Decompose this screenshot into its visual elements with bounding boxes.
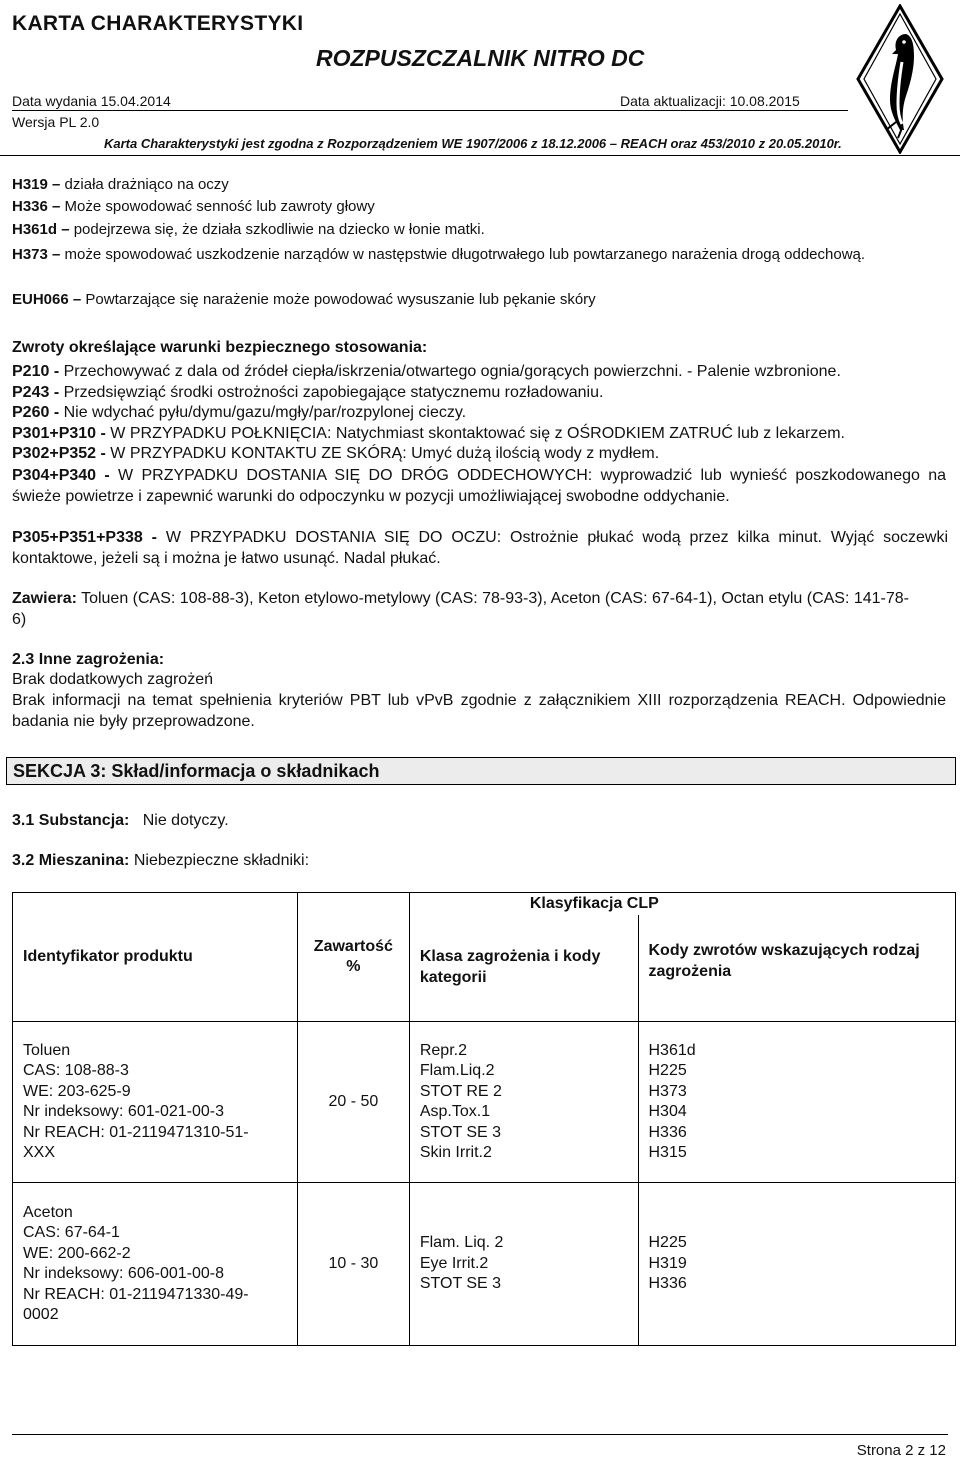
hazard-code: H336 — [12, 198, 48, 215]
row-codes: H361d H225 H373 H304 H336 H315 — [638, 1022, 956, 1183]
p-text: W PRZYPADKU POŁKNIĘCIA: Natychmiast skontaktować się z OŚRODKIEM ZATRUĆ lub z lekarzem. — [105, 425, 845, 442]
header-clp: Klasyfikacja CLP — [409, 893, 955, 915]
p-text: Przechowywać z dala od źródeł ciepła/iskrzenia/otwartego ognia/gorących powierzchni. - Palenie wzbronione. — [59, 363, 841, 380]
header-codes: Kody zwrotów wskazujących rodzaj zagrożenia — [638, 915, 956, 1022]
p-code: P304+P340 - — [12, 467, 110, 484]
hazard-statement: H361d – podejrzewa się, że działa szkodliwie na dziecko w łonie matki. — [12, 221, 485, 238]
substance-label: 3.1 Substancja: — [12, 812, 130, 829]
footer-rule — [12, 1434, 948, 1435]
header-bottom-rule — [0, 155, 960, 156]
p-code: P305+P351+P338 - — [12, 529, 157, 546]
p-text: Nie wdychać pyłu/dymu/gazu/mgły/par/rozpylonej cieczy. — [59, 404, 467, 421]
hazard-statement: H319 – działa drażniąco na oczy — [12, 176, 229, 193]
substance-value: Nie dotyczy. — [142, 812, 229, 829]
row-percent: 20 - 50 — [297, 1022, 409, 1183]
p-code: P243 - — [12, 384, 60, 401]
precautionary-item — [12, 362, 952, 382]
row-class: Flam. Liq. 2 Eye Irrit.2 STOT SE 3 — [409, 1183, 638, 1346]
hazard-text: Powtarzające się narażenie może powodować wysuszanie lub pękanie skóry — [85, 291, 596, 308]
other-hazards-line: Brak dodatkowych zagrożeń — [12, 671, 213, 688]
page-number: Strona 2 z 12 — [856, 1442, 946, 1459]
p-code: P302+P352 - — [12, 445, 106, 462]
hazard-statement: H336 – Może spowodować senność lub zawroty głowy — [12, 198, 375, 215]
header-rule — [12, 110, 848, 111]
substance-line — [12, 811, 229, 831]
row-percent: 10 - 30 — [297, 1183, 409, 1346]
version: Wersja PL 2.0 — [12, 114, 100, 130]
mixture-line — [12, 851, 309, 871]
mixture-label: 3.2 Mieszanina: — [12, 852, 130, 869]
issue-date: Data wydania 15.04.2014 — [12, 93, 171, 109]
p-code: P301+P310 - — [12, 425, 106, 442]
hazard-text: może spowodować uszkodzenie narządów w następstwie długotrwałego lub powtarzanego narażenia drogą oddechową. — [64, 246, 866, 263]
hazard-text: działa drażniąco na oczy — [64, 176, 229, 193]
p-text: W PRZYPADKU DOSTANIA SIĘ DO DRÓG ODDECHOWYCH: wyprowadzić lub wynieść poszkodowanego na świeże powietrze i zapewnić warunki do odpoczynku w pozycji umożliwiającej swobodne oddychanie. — [12, 467, 946, 505]
update-date: Data aktualizacji: 10.08.2015 — [620, 93, 800, 109]
mixture-value: Niebezpieczne składniki: — [133, 852, 310, 869]
precautionary-item — [12, 444, 659, 464]
table-row — [13, 1183, 956, 1346]
header-class: Klasa zagrożenia i kody kategorii — [409, 915, 638, 1022]
row-codes: H225 H319 H336 — [638, 1183, 956, 1346]
components-table — [12, 892, 956, 1346]
hazard-code: H319 — [12, 176, 48, 193]
precautionary-item — [12, 465, 946, 507]
p-code: P260 - — [12, 404, 60, 421]
hazard-statement: EUH066 – Powtarzające się narażenie może powodować wysuszanie lub pękanie skóry — [12, 291, 596, 308]
hazard-text: Może spowodować senność lub zawroty głowy — [64, 198, 375, 215]
contains-note — [12, 588, 912, 630]
contains-text: Toluen (CAS: 108-88-3), Keton etylowo-metylowy (CAS: 78-93-3), Aceton (CAS: 67-64-1), Octan etylu (CAS: 141-78-6) — [12, 590, 909, 628]
row-identifier: Toluen CAS: 108-88-3 WE: 203-625-9 Nr indeksowy: 601-021-00-3 Nr REACH: 01-2119471310-51- XXX — [13, 1022, 298, 1183]
regulation-note: Karta Charakterystyki jest zgodna z Rozporządzeniem WE 1907/2006 z 18.12.2006 – REACH oraz 453/2010 z 20.05.2010r. — [104, 136, 842, 151]
p-text: Przedsięwziąć środki ostrożności zapobiegające statycznemu rozładowaniu. — [59, 384, 604, 401]
other-hazards-heading: 2.3 Inne zagrożenia: — [12, 651, 165, 668]
precautionary-heading: Zwroty określające warunki bezpiecznego stosowania: — [12, 339, 428, 356]
document-title: KARTA CHARAKTERYSTYKI — [12, 12, 304, 35]
p-code: P210 - — [12, 363, 60, 380]
other-hazards-line: Brak informacji na temat spełnienia kryteriów PBT lub vPvB zgodnie z załącznikiem XIII rozporządzenia REACH. Odpowiednie badania nie były przeprowadzone. — [12, 692, 946, 730]
bird-logo-icon — [856, 4, 944, 154]
contains-label: Zawiera: — [12, 590, 77, 607]
hazard-code: EUH066 — [12, 291, 69, 308]
precautionary-item — [12, 527, 948, 569]
hazard-statement: H373 – może spowodować uszkodzenie narządów w następstwie długotrwałego lub powtarzanego narażenia drogą oddechową. — [12, 246, 866, 263]
header-percent: Zawartość % — [297, 893, 409, 1022]
product-name: ROZPUSZCZALNIK NITRO DC — [316, 45, 645, 71]
p-text: W PRZYPADKU DOSTANIA SIĘ DO OCZU: Ostrożnie płukać wodą przez kilka minut. Wyjąć soczewki kontaktowe, jeżeli są i można je łatwo usunąć. Nadal płukać. — [12, 529, 949, 567]
precautionary-item — [12, 424, 956, 444]
row-class: Repr.2 Flam.Liq.2 STOT RE 2 Asp.Tox.1 STOT SE 3 Skin Irrit.2 — [409, 1022, 638, 1183]
p-text: W PRZYPADKU KONTAKTU ZE SKÓRĄ: Umyć dużą ilością wody z mydłem. — [105, 445, 660, 462]
table-row — [13, 1022, 956, 1183]
hazard-code: H373 — [12, 246, 48, 263]
section-3-bar — [6, 757, 956, 785]
section-3-title: SEKCJA 3: Skład/informacja o składnikach — [13, 761, 380, 781]
precautionary-item — [12, 383, 603, 403]
row-identifier: Aceton CAS: 67-64-1 WE: 200-662-2 Nr indeksowy: 606-001-00-8 Nr REACH: 01-2119471330-49- 0002 — [13, 1183, 298, 1346]
hazard-code: H361d — [12, 221, 58, 238]
precautionary-item — [12, 403, 466, 423]
header-identifier: Identyfikator produktu — [13, 893, 298, 1022]
hazard-text: podejrzewa się, że działa szkodliwie na dziecko w łonie matki. — [73, 221, 485, 238]
